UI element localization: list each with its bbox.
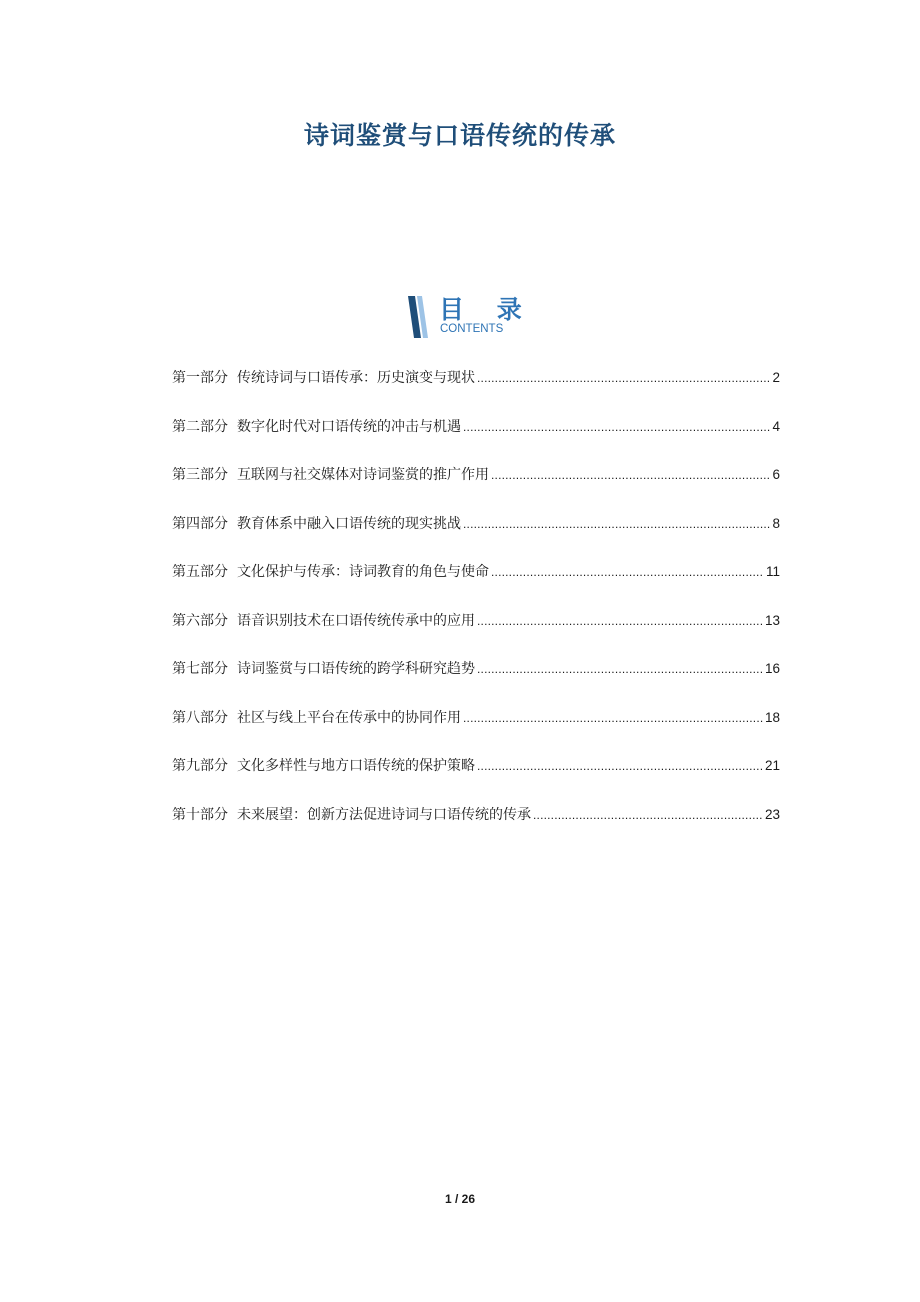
toc-dot-leader (533, 803, 763, 827)
toc-dot-leader (491, 463, 770, 487)
toc-page-number: 11 (765, 564, 780, 579)
toc-dot-leader (463, 415, 770, 439)
toc-entry-title: 传统诗词与口语传承：历史演变与现状 (237, 370, 475, 386)
toc-entry[interactable] (172, 366, 780, 415)
toc-dot-leader (477, 609, 763, 633)
toc-page-number: 2 (772, 370, 780, 385)
toc-entry[interactable] (172, 463, 780, 512)
toc-page-number: 21 (764, 758, 780, 773)
toc-entry-title: 语音识别技术在口语传统传承中的应用 (237, 612, 475, 629)
toc-part-label: 第七部分 (172, 661, 228, 677)
toc-part-label: 第十部分 (172, 806, 228, 823)
toc-entry-title: 未来展望：创新方法促进诗词与口语传统的传承 (237, 806, 531, 823)
toc-part-label: 第九部分 (172, 758, 228, 774)
toc-entry[interactable] (172, 560, 780, 609)
toc-entry[interactable] (172, 803, 780, 852)
toc-dot-leader (491, 560, 764, 584)
toc-dot-leader (463, 512, 770, 536)
toc-dot-leader (477, 754, 763, 778)
toc-entry-title: 教育体系中融入口语传统的现实挑战 (237, 515, 461, 532)
toc-part-label: 第八部分 (172, 709, 228, 726)
toc-part-label: 第六部分 (172, 612, 228, 629)
toc-entry[interactable] (172, 657, 780, 706)
toc-part-label: 第五部分 (172, 564, 228, 580)
toc-part-label: 第三部分 (172, 467, 228, 483)
toc-part-label: 第四部分 (172, 515, 228, 532)
toc-entry-title: 互联网与社交媒体对诗词鉴赏的推广作用 (237, 467, 489, 483)
toc-page-number: 18 (764, 709, 780, 725)
toc-part-label: 第二部分 (172, 418, 228, 435)
toc-entry-title: 社区与线上平台在传承中的协同作用 (237, 709, 461, 726)
toc-page-number: 23 (764, 806, 780, 822)
page-footer: 1 / 26 (444, 1192, 476, 1206)
toc-dot-leader (477, 657, 763, 681)
toc-entry[interactable] (172, 754, 780, 803)
toc-entry[interactable] (172, 512, 780, 561)
toc-entry-title: 诗词鉴赏与口语传统的跨学科研究趋势 (237, 661, 475, 677)
toc-part-label: 第一部分 (172, 370, 228, 386)
toc-page-number: 16 (764, 661, 780, 676)
toc-dot-leader (463, 706, 763, 730)
toc-page-number: 8 (772, 515, 780, 531)
document-title: 诗词鉴赏与口语传统的传承 (303, 121, 616, 150)
toc-heading: 目 录 (439, 295, 534, 324)
toc-logo-icon (408, 296, 430, 338)
toc-dot-leader (477, 366, 770, 390)
toc-entry[interactable] (172, 415, 780, 464)
toc-page-number: 13 (764, 612, 780, 628)
toc-page-number: 6 (772, 467, 780, 482)
toc-page-number: 4 (772, 418, 780, 434)
toc-entry-title: 文化保护与传承：诗词教育的角色与使命 (237, 564, 489, 580)
toc-entry-title: 文化多样性与地方口语传统的保护策略 (237, 758, 475, 774)
toc-entry[interactable] (172, 706, 780, 755)
toc-subheading: CONTENTS (440, 323, 504, 335)
toc-header (408, 294, 534, 340)
toc-entry-title: 数字化时代对口语传统的冲击与机遇 (237, 418, 461, 435)
toc-list (172, 366, 780, 851)
toc-entry[interactable] (172, 609, 780, 658)
